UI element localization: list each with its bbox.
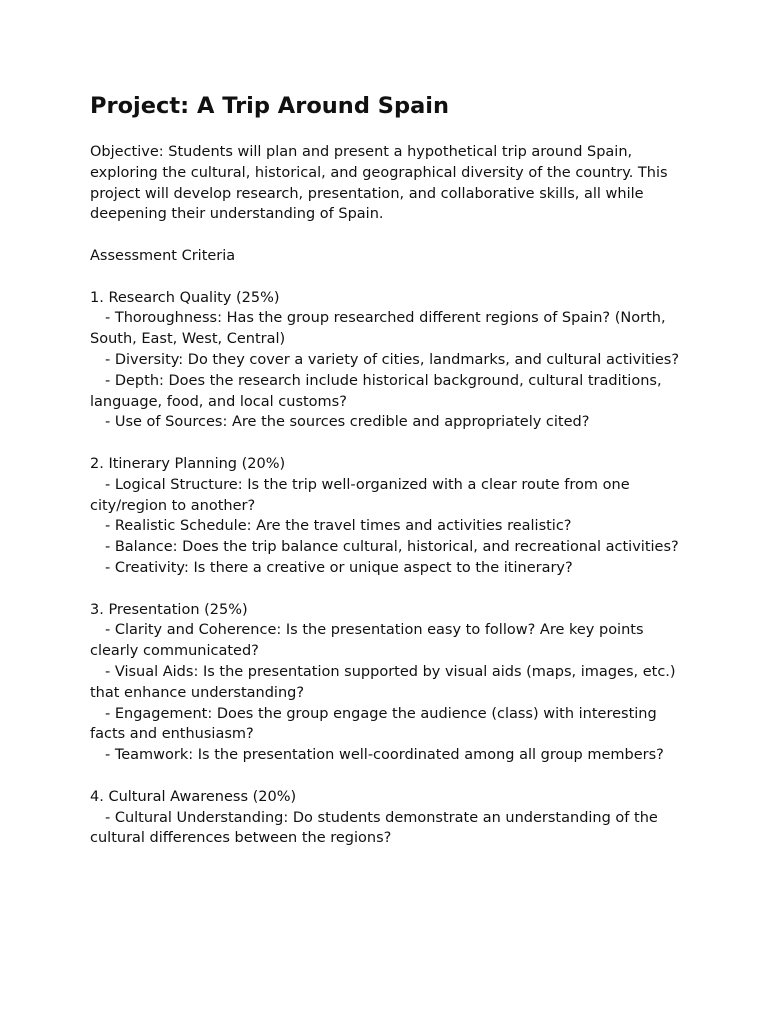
criterion-item-text: - Realistic Schedule: Are the travel times and activities realistic?: [105, 518, 572, 535]
criterion-item: [90, 745, 680, 766]
criterion-item-text: - Thoroughness: Has the group researched different regions of Spain? (North, South, East, West, Central): [90, 310, 666, 348]
spacer: [90, 267, 680, 288]
criterion-item: [90, 412, 680, 433]
criterion-section: [90, 787, 680, 849]
criterion-item: [90, 308, 680, 350]
criterion-item: [90, 475, 680, 517]
criterion-item-text: - Creativity: Is there a creative or unique aspect to the itinerary?: [105, 559, 573, 576]
page-title: Project: A Trip Around Spain: [90, 93, 449, 119]
criteria-list: [90, 267, 680, 849]
spacer: [90, 579, 680, 600]
criterion-item-text: - Teamwork: Is the presentation well-coordinated among all group members?: [105, 747, 664, 764]
criterion-section: [90, 600, 680, 766]
criterion-heading: 3. Presentation (25%): [90, 601, 248, 618]
spacer: [90, 766, 680, 787]
criterion-section: [90, 288, 680, 434]
criterion-item: [90, 516, 680, 537]
criterion-heading: 1. Research Quality (25%): [90, 289, 280, 306]
assessment-heading: Assessment Criteria: [90, 247, 236, 264]
criterion-item: [90, 620, 680, 662]
criterion-section: [90, 454, 680, 579]
criterion-heading: 2. Itinerary Planning (20%): [90, 455, 286, 472]
criterion-item: [90, 371, 680, 413]
criterion-item-text: - Use of Sources: Are the sources credible and appropriately cited?: [105, 414, 590, 431]
criterion-item-text: - Logical Structure: Is the trip well-organized with a clear route from one city/region to another?: [90, 476, 630, 514]
criterion-item-text: - Engagement: Does the group engage the audience (class) with interesting facts and enthusiasm?: [90, 705, 657, 743]
criterion-item-text: - Visual Aids: Is the presentation supported by visual aids (maps, images, etc.) that enhance understanding?: [90, 663, 676, 701]
criterion-item: [90, 558, 680, 579]
spacer: [90, 225, 680, 246]
criterion-item: [90, 808, 680, 850]
criterion-item: [90, 662, 680, 704]
criterion-item-text: - Clarity and Coherence: Is the presentation easy to follow? Are key points clearly communicated?: [90, 622, 644, 660]
criterion-item-text: - Cultural Understanding: Do students demonstrate an understanding of the cultural differences between the regions?: [90, 809, 658, 847]
criterion-item: [90, 704, 680, 746]
criterion-item: [90, 350, 680, 371]
criterion-item-text: - Diversity: Do they cover a variety of cities, landmarks, and cultural activities?: [105, 351, 680, 368]
spacer: [90, 433, 680, 454]
criterion-heading: 4. Cultural Awareness (20%): [90, 788, 297, 805]
criterion-item-text: - Balance: Does the trip balance cultural, historical, and recreational activities?: [105, 539, 679, 556]
criterion-item-text: - Depth: Does the research include historical background, cultural traditions, language, food, and local customs?: [90, 372, 662, 410]
document-page: [90, 88, 680, 849]
criterion-item: [90, 537, 680, 558]
objective-paragraph: Objective: Students will plan and present a hypothetical trip around Spain, exploring the cultural, historical, and geographical diversity of the country. This project will develop research, presentation, and collaborative skills, all while deepening their understanding of Spain.: [90, 144, 673, 223]
